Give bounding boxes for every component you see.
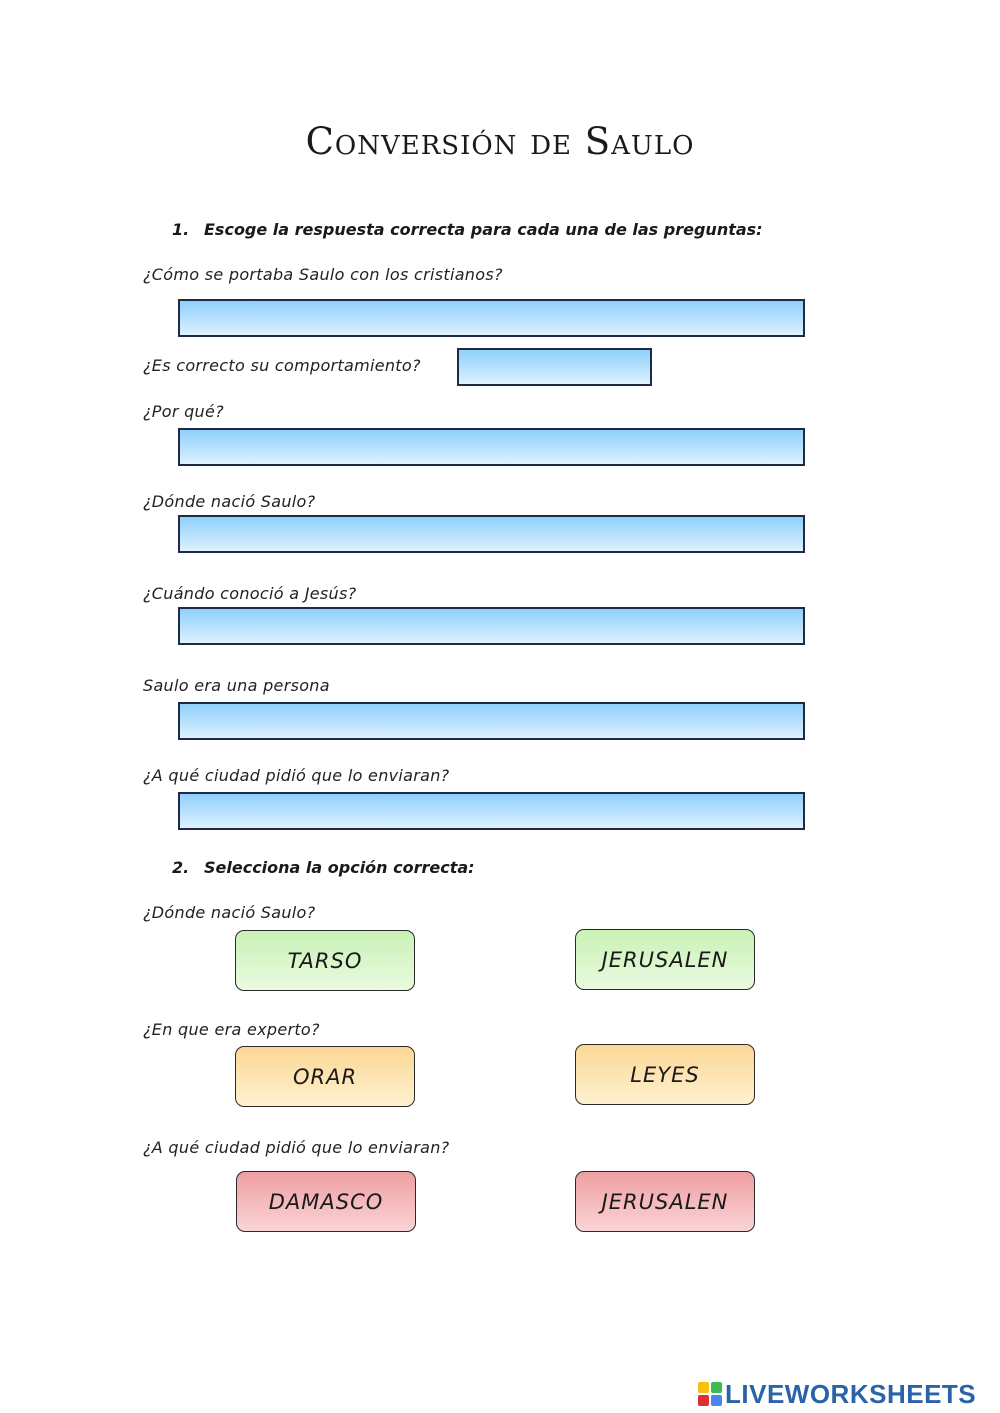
section-2-heading	[172, 858, 475, 877]
select-question-2: ¿En que era experto?	[143, 1020, 320, 1039]
page-title: Conversión de Saulo	[305, 120, 695, 163]
question-1: ¿Cómo se portaba Saulo con los cristianos?	[143, 265, 503, 284]
answer-input-7[interactable]	[178, 792, 805, 830]
option-orar[interactable]: ORAR	[235, 1046, 415, 1107]
option-damasco[interactable]: DAMASCO	[236, 1171, 416, 1232]
logo-square-1	[698, 1382, 709, 1393]
liveworksheets-logo	[698, 1377, 976, 1411]
question-5: ¿Cuándo conoció a Jesús?	[143, 584, 357, 603]
question-2: ¿Es correcto su comportamiento?	[143, 356, 421, 375]
question-6: Saulo era una persona	[143, 676, 330, 695]
option-jerusalen-1[interactable]: JERUSALEN	[575, 929, 755, 990]
logo-badge-icon	[698, 1382, 722, 1406]
answer-input-5[interactable]	[178, 607, 805, 645]
answer-input-1[interactable]	[178, 299, 805, 337]
select-question-1: ¿Dónde nació Saulo?	[143, 903, 316, 922]
section-2-heading-text: Selecciona la opción correcta:	[204, 858, 475, 877]
logo-text: LIVEWORKSHEETS	[725, 1378, 977, 1409]
logo-square-4	[711, 1395, 722, 1406]
section-1-heading-text: Escoge la respuesta correcta para cada una de las preguntas:	[204, 220, 763, 239]
option-leyes[interactable]: LEYES	[575, 1044, 755, 1105]
section-1-heading	[172, 220, 763, 239]
option-tarso[interactable]: TARSO	[235, 930, 415, 991]
select-question-3: ¿A qué ciudad pidió que lo enviaran?	[143, 1138, 450, 1157]
question-7: ¿A qué ciudad pidió que lo enviaran?	[143, 766, 450, 785]
answer-input-3[interactable]	[178, 428, 805, 466]
option-jerusalen-2[interactable]: JERUSALEN	[575, 1171, 755, 1232]
section-1-number: 1.	[172, 220, 190, 239]
answer-input-6[interactable]	[178, 702, 805, 740]
logo-square-3	[698, 1395, 709, 1406]
section-2-number: 2.	[172, 858, 190, 877]
question-3: ¿Por qué?	[143, 402, 224, 421]
question-4: ¿Dónde nació Saulo?	[143, 492, 316, 511]
logo-square-2	[711, 1382, 722, 1393]
answer-input-4[interactable]	[178, 515, 805, 553]
answer-input-2[interactable]	[457, 348, 652, 386]
